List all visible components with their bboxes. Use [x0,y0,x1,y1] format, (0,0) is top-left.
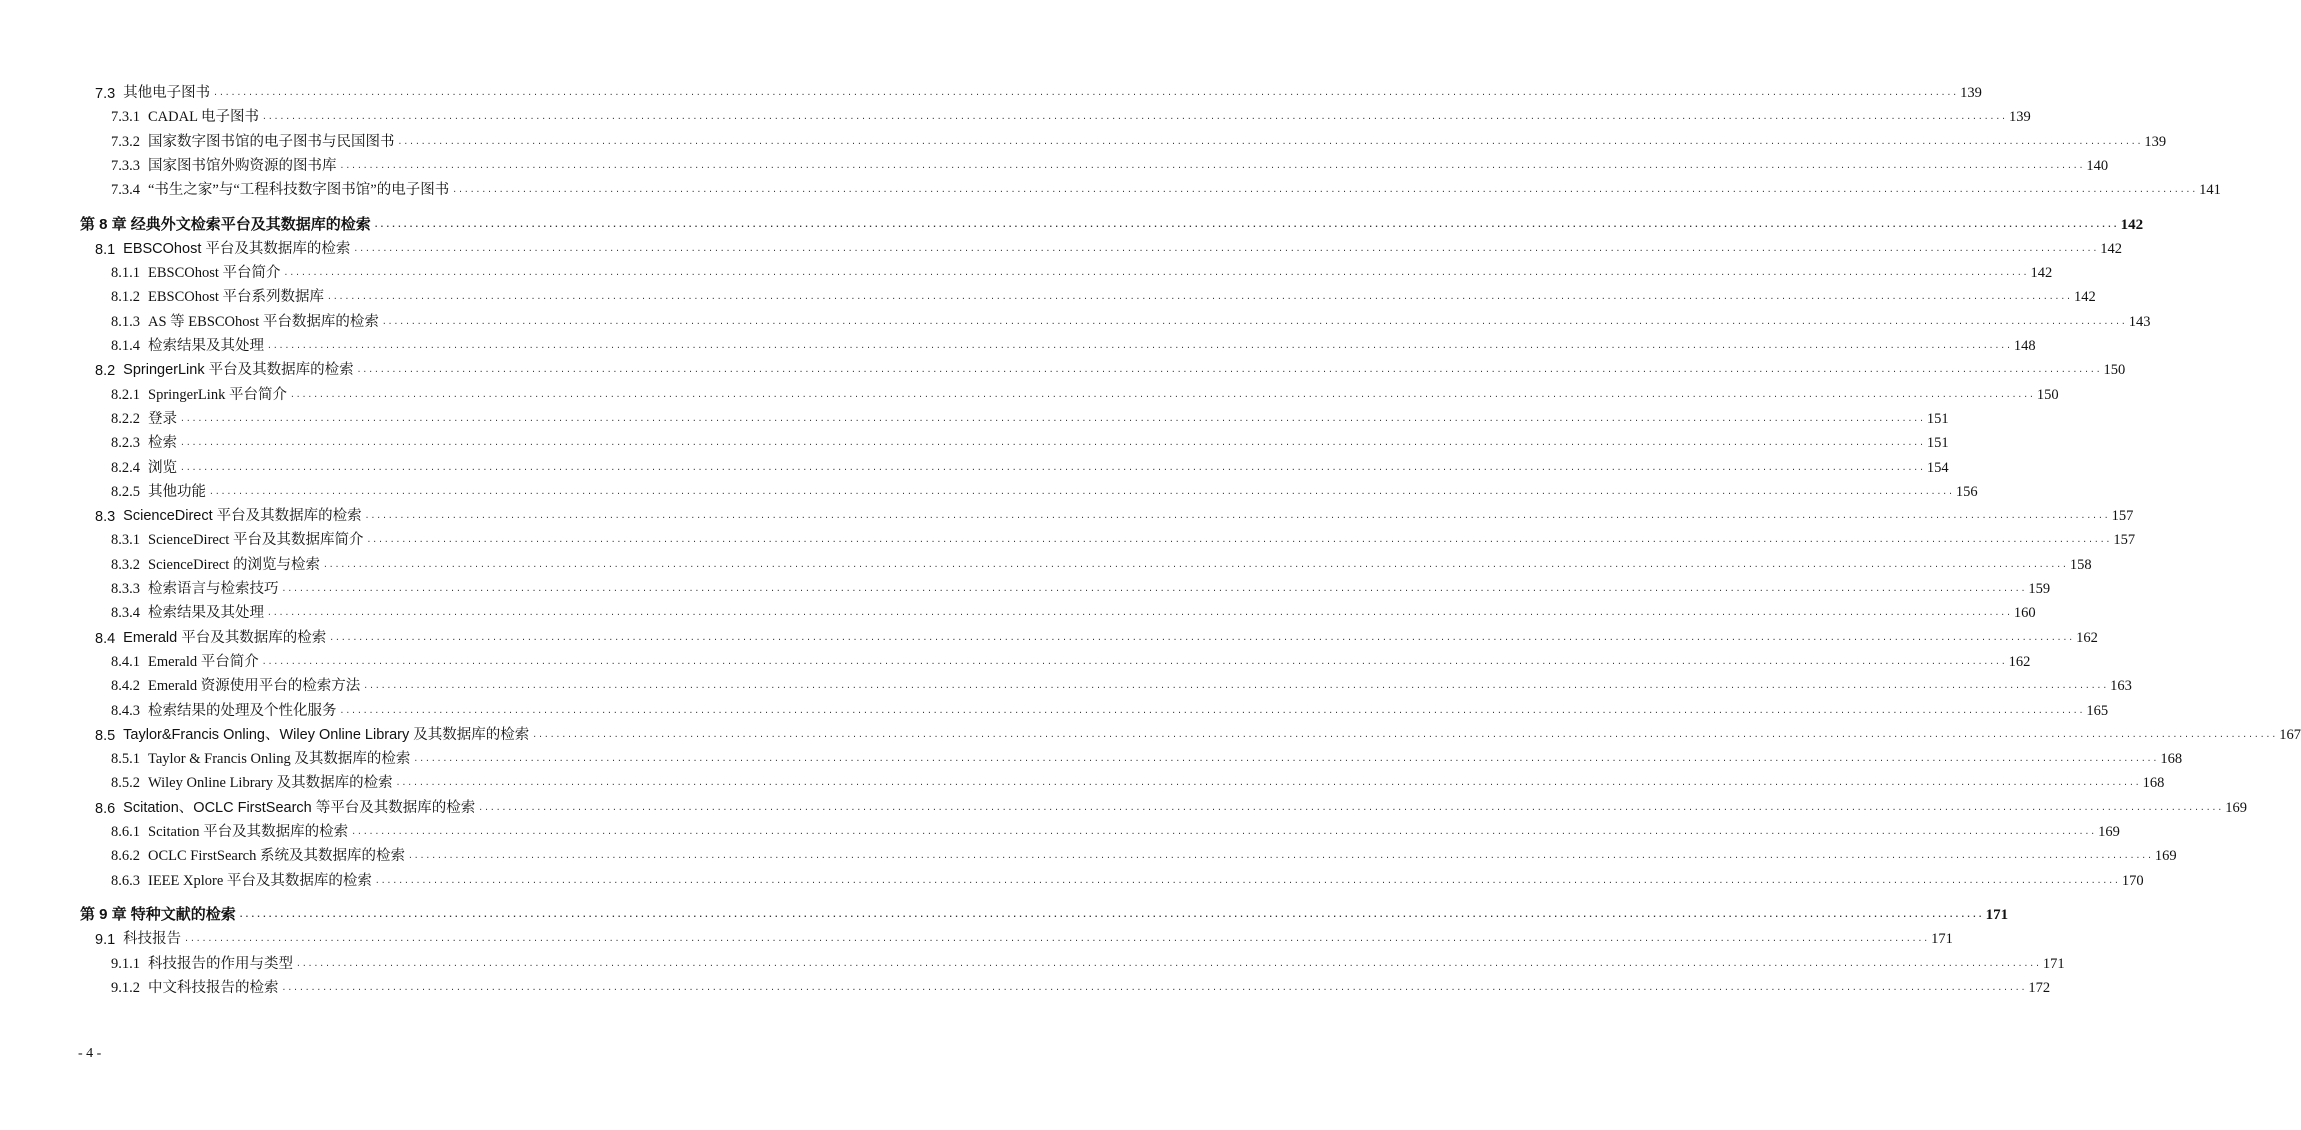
toc-entry-number: 8.3.2 [111,556,140,573]
toc-leader-dots: ············································································································································································································································································································ [329,634,2075,644]
toc-entry-number: 8.3.1 [111,532,140,549]
toc-subsection-row [0,866,2144,890]
toc-entry-page: 163 [2110,678,2132,695]
toc-entry-number: 8.4.2 [111,678,140,695]
toc-entry-number: 8.2.3 [111,435,140,452]
toc-entry-title: Wiley Online Library 及其数据库的检索 [148,775,393,792]
toc-entry-title: IEEE Xplore 平台及其数据库的检索 [148,872,372,889]
toc-entry-title: Emerald 平台简介 [148,653,259,670]
toc-entry-title: Scitation 平台及其数据库的检索 [148,824,349,840]
toc-entry-number: 8.1 [95,241,116,258]
toc-entry-page: 171 [1985,906,2009,923]
toc-leader-dots: ············································································································································································································································································································ [366,537,2112,547]
toc-entry-title: CADAL 电子图书 [148,109,260,126]
toc-leader-dots: ············································································································································································································································································································ [374,877,2120,887]
toc-entry-page: 169 [2154,848,2177,865]
toc-leader-dots: ············································································································································································································································································································ [356,367,2102,377]
toc-subsection-row [0,744,2183,768]
toc-entry-title: 检索结果的处理及个性化服务 [148,702,337,719]
toc-subsection-row [0,151,2109,175]
toc-leader-dots: ············································································································································································································································································································ [478,804,2224,814]
toc-entry-number: 8.1.3 [111,313,140,330]
toc-section-row [0,720,2301,744]
toc-entry-page: 167 [2279,726,2301,743]
toc-entry-number: 8.2 [95,363,116,380]
toc-entry-page: 140 [2086,157,2109,174]
toc-entry-page: 160 [2013,605,2036,622]
toc-leader-dots: ············································································································································································································································································································ [281,586,2027,595]
toc-entry-title: 国家数字图书馆的电子图书与民国图书 [148,133,395,150]
toc-entry-number: 8.1.2 [111,289,140,306]
toc-subsection-row [0,477,1978,501]
toc-leader-dots: ············································································································································································································································································································ [322,561,2068,571]
toc-entry-title: 其他电子图书 [123,85,211,101]
page-number-footer: - 4 - [78,1046,102,1061]
toc-entry-page: 151 [1926,435,1949,452]
toc-entry-title: Emerald 平台及其数据库的检索 [123,629,327,646]
toc-subsection-row [0,671,2132,695]
toc-subsection-row [0,404,1949,428]
toc-entry-title: ScienceDirect 的浏览与检索 [148,556,320,573]
toc-entry-page: 159 [2028,581,2051,597]
toc-section-row [0,234,2123,258]
toc-entry-page: 148 [2013,338,2036,354]
toc-subsection-row [0,331,2036,355]
toc-leader-dots: ············································································································································································································································································································ [407,853,2153,863]
toc-subsection-row [0,598,2036,622]
toc-entry-page: 162 [2008,653,2031,670]
toc-subsection-row [0,647,2031,671]
toc-entry-page: 162 [2076,629,2098,646]
toc-entry-page: 165 [2086,702,2109,719]
toc-entry-title: 经典外文检索平台及其数据库的检索 [130,215,371,233]
toc-section-row [0,924,1953,949]
toc-section-row [0,78,1982,102]
toc-entry-title: 国家图书馆外购资源的图书库 [148,157,337,174]
toc-entry-page: 141 [2199,182,2221,199]
toc-entry-number: 7.3.2 [111,133,140,150]
toc-leader-dots: ············································································································································································································································································································ [353,245,2099,255]
toc-entry-title: Emerald 资源使用平台的检索方法 [148,678,361,695]
toc-entry-page: 171 [2042,955,2065,972]
toc-entry-number: 8.3.3 [111,581,140,597]
toc-leader-dots: ············································································································································································································································································································ [351,829,2097,838]
toc-leader-dots: ············································································································································································································································································································ [213,90,1959,99]
toc-entry-page: 151 [1926,410,1949,427]
toc-entry-number: 8.3.4 [111,605,140,622]
toc-entry-title: 检索结果及其处理 [148,338,264,354]
toc-entry-title: 特种文献的检索 [130,905,236,923]
toc-leader-dots: ············································································································································································································································································································ [184,936,1930,946]
toc-leader-dots: ············································································································································································································································································································ [238,911,1984,921]
toc-entry-number: 8.2.4 [111,459,140,476]
toc-entry-number: 8.1.1 [111,265,140,282]
toc-entry-title: 中文科技报告的检索 [148,979,279,996]
toc-entry-number: 8.5.2 [111,775,140,792]
toc-leader-dots: ············································································································································································································································································································ [180,415,1925,425]
toc-subsection-row [0,574,2051,598]
toc-entry-number: 8.2.1 [111,386,140,403]
toc-entry-title: SpringerLink 平台及其数据库的检索 [123,362,354,379]
toc-subsection-row [0,817,2120,841]
toc-entry-number: 9.1.1 [111,955,140,972]
toc-subsection-row [0,550,2092,574]
toc-leader-dots: ············································································································································································································································································································ [364,513,2110,523]
toc-leader-dots: ············································································································································································································································································································ [381,318,2127,328]
toc-leader-dots: ············································································································································································································································································································ [413,756,2159,766]
toc-leader-dots: ············································································································································································································································································································ [267,343,2012,352]
toc-entry-title: Taylor & Francis Onling 及其数据库的检索 [148,751,411,768]
toc-leader-dots: ············································································································································································································································································································ [397,138,2143,148]
toc-subsection-row [0,525,2136,549]
toc-leader-dots: ············································································································································································································································································································ [283,270,2029,280]
toc-subsection-row [0,428,1949,452]
toc-section-row [0,355,2126,380]
toc-entry-page: 169 [2098,824,2120,840]
toc-entry-number: 8.6.1 [111,824,140,840]
toc-entry-title: SpringerLink 平台简介 [148,386,287,403]
toc-subsection-row [0,949,2065,973]
toc-section-row [0,623,2098,647]
toc-leader-dots: ············································································································································································································································································································ [395,780,2141,790]
toc-leader-dots: ············································································································································································································································································································ [180,464,1925,474]
toc-entry-title: 浏览 [148,459,177,476]
toc-entry-number: 7.3 [95,86,116,102]
toc-entry-page: 157 [2111,508,2134,525]
toc-entry-title: 其他功能 [148,483,206,500]
toc-entry-number: 第 9 章 [80,905,127,923]
toc-entry-number: 8.4 [95,630,116,647]
toc-entry-page: 150 [2103,362,2126,379]
toc-subsection-row [0,973,2051,997]
toc-entry-page: 142 [2100,240,2123,257]
toc-entry-number: 8.2.2 [111,410,140,427]
toc-entry-title: 科技报告的作用与类型 [148,955,293,972]
toc-entry-title: 检索语言与检索技巧 [148,581,279,597]
toc-subsection-row [0,380,2059,404]
toc-entry-page: 171 [1931,931,1953,948]
toc-entry-page: 154 [1926,459,1949,476]
toc-entry-title: Taylor&Francis Onling、Wiley Online Library 及其数据库的检索 [123,726,530,743]
toc-entry-page: 170 [2121,872,2144,889]
toc-leader-dots: ············································································································································································································································································································ [532,731,2278,741]
toc-entry-number: 8.6 [95,800,116,817]
toc-entry-number: 7.3.1 [111,109,140,126]
toc-entry-page: 142 [2073,289,2096,306]
toc-section-row [0,793,2247,817]
toc-entry-page: 139 [1960,85,1982,101]
toc-leader-dots: ············································································································································································································································································································ [289,391,2035,401]
toc-subsection-row [0,453,1949,477]
toc-entry-number: 8.1.4 [111,338,140,354]
toc-entry-number: 7.3.4 [111,182,140,199]
toc-entry-number: 8.5 [95,727,116,744]
toc-entry-page: 139 [2144,133,2167,150]
toc-leader-dots: ············································································································································································································································································································ [262,114,2007,124]
toc-entry-page: 158 [2069,556,2092,573]
toc-subsection-row [0,841,2177,865]
toc-subsection-row [0,307,2151,331]
toc-entry-page: 143 [2128,313,2151,330]
toc-leader-dots: ············································································································································································································································································································ [373,221,2119,231]
toc-chapter-row [0,900,2009,924]
toc-subsection-row [0,768,2165,792]
toc-subsection-row [0,102,2031,126]
toc-entry-title: 检索结果及其处理 [148,605,264,622]
toc-entry-title: OCLC FirstSearch 系统及其数据库的检索 [148,848,405,865]
toc-entry-number: 8.4.1 [111,653,140,670]
toc-entry-page: 157 [2113,532,2136,549]
toc-entry-page: 169 [2225,799,2247,816]
toc-entry-number: 8.4.3 [111,702,140,719]
toc-entry-page: 150 [2036,386,2059,403]
toc-entry-page: 168 [2160,751,2183,768]
toc-entry-number: 9.1.2 [111,979,140,996]
toc-entry-title: ScienceDirect 平台及其数据库的检索 [123,508,362,525]
toc-entry-number: 8.6.2 [111,848,140,865]
toc-entry-page: 142 [2030,265,2053,282]
toc-entry-title: EBSCOhost 平台及其数据库的检索 [123,240,351,257]
toc-entry-title: EBSCOhost 平台系列数据库 [148,289,325,306]
toc-entry-number: 第 8 章 [80,215,127,233]
toc-entry-page: 168 [2142,775,2165,792]
toc-entry-page: 139 [2008,109,2031,126]
toc-leader-dots: ············································································································································································································································································································ [339,707,2085,717]
toc-entry-number: 9.1 [95,932,116,949]
toc-leader-dots: ············································································································································································································································································································ [339,162,2085,172]
toc-leader-dots: ············································································································································································································································································································ [363,683,2109,693]
toc-subsection-row [0,282,2096,306]
toc-subsection-row [0,127,2167,151]
toc-entry-title: EBSCOhost 平台简介 [148,265,281,282]
toc-subsection-row [0,175,2221,199]
toc-entry-number: 8.5.1 [111,751,140,768]
toc-section-row [0,501,2134,526]
toc-entry-title: Scitation、OCLC FirstSearch 等平台及其数据库的检索 [123,799,476,816]
toc-leader-dots: ············································································································································································································································································································ [180,440,1925,450]
toc-leader-dots: ············································································································································································································································································································ [281,984,2027,994]
toc-entry-page: 172 [2028,979,2051,996]
toc-leader-dots: ············································································································································································································································································································ [296,960,2041,970]
toc-leader-dots: ············································································································································································································································································································ [209,488,1954,498]
toc-entry-title: “书生之家”与“工程科技数字图书馆”的电子图书 [148,182,450,199]
toc-leader-dots: ············································································································································································································································································································ [261,658,2007,668]
toc-entry-page: 142 [2120,216,2144,233]
toc-entry-page: 156 [1955,483,1978,500]
toc-entry-number: 8.2.5 [111,483,140,500]
toc-entry-title: 科技报告 [123,931,182,948]
toc-entry-number: 7.3.3 [111,157,140,174]
toc-entry-title: AS 等 EBSCOhost 平台数据库的检索 [148,313,379,330]
toc-entry-number: 8.6.3 [111,872,140,889]
toc-entry-title: ScienceDirect 平台及其数据库简介 [148,532,364,549]
toc-entry-title: 检索 [148,435,177,452]
toc-entry-title: 登录 [148,410,177,427]
toc-entry-number: 8.3 [95,509,116,526]
toc-leader-dots: ············································································································································································································································································································ [267,610,2012,620]
toc-leader-dots: ············································································································································································································································································································ [452,187,2198,197]
toc-subsection-row [0,258,2053,282]
toc-chapter-row [0,210,2144,234]
toc-subsection-row [0,696,2109,720]
toc-leader-dots: ············································································································································································································································································································ [327,294,2072,304]
